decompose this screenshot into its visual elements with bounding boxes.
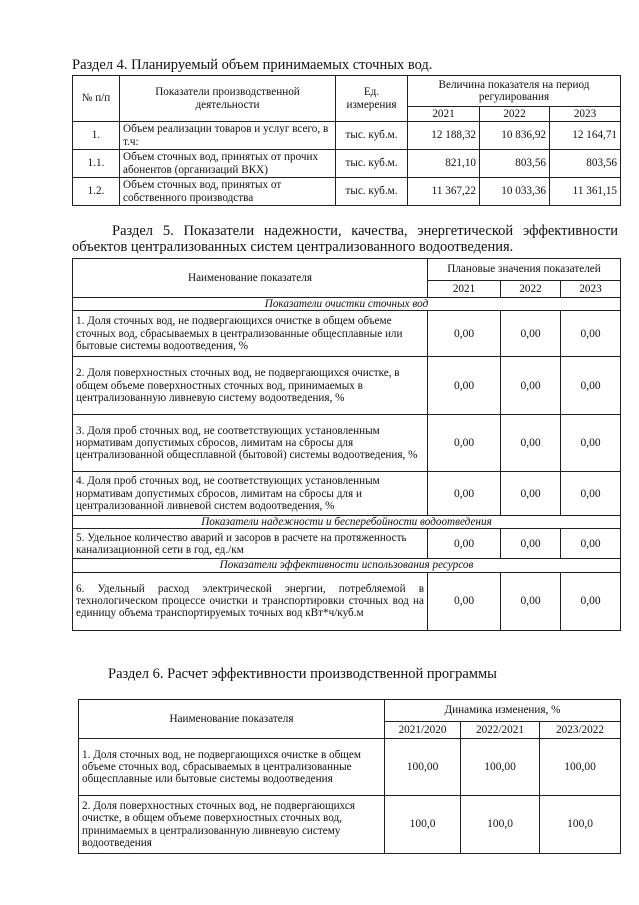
col-name-header: Наименование показателя	[79, 700, 385, 739]
row-unit: тыс. куб.м.	[336, 122, 408, 150]
table-row	[73, 572, 621, 630]
section6-title: Раздел 6. Расчет эффективности производственной программы	[108, 666, 497, 682]
col-planned-header: Плановые значения показателей	[428, 259, 621, 281]
row-value: 12 164,71	[550, 122, 621, 150]
table-row	[73, 122, 621, 150]
col-num-header: № п/п	[73, 76, 120, 122]
row-value: 10 836,92	[480, 122, 550, 150]
row-value: 0,00	[561, 311, 621, 357]
row-value: 0,00	[501, 415, 561, 472]
table-row	[73, 150, 621, 178]
section6-table	[78, 699, 621, 854]
year-header: 2022	[501, 281, 561, 298]
row-value: 0,00	[561, 572, 621, 630]
row-name: 1. Доля сточных вод, не подвергающихся очистке в общем объеме сточных вод, сбрасываемых в централизованные общесплавные или бытовые системы водоотведения	[79, 739, 385, 796]
table-row	[73, 311, 621, 357]
year-header: 2021	[428, 281, 501, 298]
row-num: 1.	[73, 122, 120, 150]
period-header: 2023/2022	[540, 722, 621, 739]
table-row	[79, 796, 621, 854]
row-value: 0,00	[501, 572, 561, 630]
row-value: 10 033,36	[480, 178, 550, 206]
row-unit: тыс. куб.м.	[336, 150, 408, 178]
row-value: 12 188,32	[408, 122, 480, 150]
row-value: 0,00	[428, 415, 501, 472]
row-value: 0,00	[428, 529, 501, 559]
table-row	[73, 472, 621, 516]
row-value: 100,00	[461, 739, 540, 796]
row-name: Объем сточных вод, принятых от прочих абонентов (организаций ВКХ)	[120, 150, 336, 178]
row-name: 6. Удельный расход электрической энергии, потребляемой в технологическом процессе очистки и транспортировки сточных вод на единицу объема транспортируемых точных вод кВт*ч/куб.м	[73, 572, 428, 630]
row-value: 11 367,22	[408, 178, 480, 206]
col-value-header: Величина показателя на период регулирования	[408, 76, 621, 107]
year-header: 2023	[550, 107, 621, 122]
group-title: Показатели очистки сточных вод	[73, 298, 621, 311]
col-indicator-header: Показатели производственной деятельности	[120, 76, 336, 122]
row-value: 100,0	[461, 796, 540, 854]
section5-title: Раздел 5. Показатели надежности, качества, энергетической эффективности объектов централизованных систем централизованного водоотведения.	[72, 223, 618, 255]
row-value: 0,00	[501, 311, 561, 357]
row-value: 0,00	[561, 415, 621, 472]
row-name: 5. Удельное количество аварий и засоров в расчете на протяженность канализационной сети в год, ед./км	[73, 529, 428, 559]
row-value: 0,00	[428, 472, 501, 516]
year-header: 2022	[480, 107, 550, 122]
row-num: 1.2.	[73, 178, 120, 206]
period-header: 2022/2021	[461, 722, 540, 739]
year-header: 2023	[561, 281, 621, 298]
group-title: Показатели эффективности использования ресурсов	[73, 559, 621, 572]
section5-table	[72, 258, 621, 631]
col-dynamics-header: Динамика изменения, %	[385, 700, 621, 722]
year-header: 2021	[408, 107, 480, 122]
table-row	[73, 415, 621, 472]
row-name: 4. Доля проб сточных вод, не соответствующих установленным нормативам допустимых сбросов, лимитам на сбросы для и централизованной ливневой систем водоотведения, %	[73, 472, 428, 516]
row-value: 0,00	[561, 472, 621, 516]
group-title: Показатели надежности и бесперебойности водоотведения	[73, 516, 621, 529]
row-value: 100,0	[385, 796, 461, 854]
row-unit: тыс. куб.м.	[336, 178, 408, 206]
row-value: 0,00	[428, 311, 501, 357]
row-name: Объем реализации товаров и услуг всего, в т.ч:	[120, 122, 336, 150]
col-unit-header: Ед. измерения	[336, 76, 408, 122]
row-value: 0,00	[428, 572, 501, 630]
row-value: 803,56	[550, 150, 621, 178]
table-row	[79, 739, 621, 796]
section4-title: Раздел 4. Планируемый объем принимаемых сточных вод.	[72, 57, 433, 73]
section4-table	[72, 75, 621, 206]
row-name: Объем сточных вод, принятых от собственного производства	[120, 178, 336, 206]
row-value: 0,00	[561, 357, 621, 415]
row-value: 11 361,15	[550, 178, 621, 206]
period-header: 2021/2020	[385, 722, 461, 739]
row-value: 0,00	[501, 472, 561, 516]
row-name: 1. Доля сточных вод, не подвергающихся очистке в общем объеме сточных вод, сбрасываемых в централизованные общесплавные или бытовые системы водоотведения, %	[73, 311, 428, 357]
table-row	[73, 178, 621, 206]
row-name: 3. Доля проб сточных вод, не соответствующих установленным нормативам допустимых сбросов, лимитам на сбросы для централизованной общесплавной (бытовой) системы водоотведения, %	[73, 415, 428, 472]
row-value: 0,00	[501, 529, 561, 559]
col-name-header: Наименование показателя	[73, 259, 428, 298]
row-value: 0,00	[428, 357, 501, 415]
row-num: 1.1.	[73, 150, 120, 178]
table-row	[73, 529, 621, 559]
row-name: 2. Доля поверхностных сточных вод, не подвергающихся очистке, в общем объеме поверхностных сточных вод, принимаемых в централизованную ливневую систему водоотведения	[79, 796, 385, 854]
row-value: 821,10	[408, 150, 480, 178]
row-value: 100,00	[540, 739, 621, 796]
row-value: 100,0	[540, 796, 621, 854]
row-name: 2. Доля поверхностных сточных вод, не подвергающихся очистке, в общем объеме поверхностных сточных вод, принимаемых в централизованную ливневую систему водоотведения, %	[73, 357, 428, 415]
row-value: 0,00	[561, 529, 621, 559]
row-value: 0,00	[501, 357, 561, 415]
row-value: 100,00	[385, 739, 461, 796]
row-value: 803,56	[480, 150, 550, 178]
table-row	[73, 357, 621, 415]
